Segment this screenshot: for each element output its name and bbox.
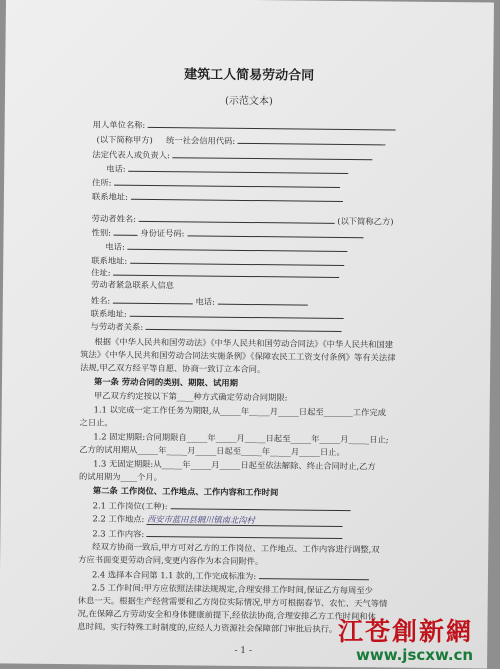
watermark-logo-text: 江苍創新網 (338, 617, 474, 646)
gender-blank (114, 227, 138, 236)
employer-contact-row (92, 190, 343, 204)
credit-code-blank (238, 135, 386, 146)
employer-unit-label: 用人单位名称: (92, 119, 146, 130)
job-post-blank (170, 500, 350, 511)
worker-phone-blank (127, 241, 347, 252)
article-2-heading: 第二条 工作岗位、工作地点、工作内容和工作时间 (92, 485, 279, 498)
em-relation-row (91, 320, 342, 334)
worker-phone-row (105, 240, 347, 254)
worker-name-label: 劳动者姓名: (91, 213, 137, 224)
credit-code-label: 统一社会信用代码: (166, 135, 236, 146)
em-name-blank (113, 295, 193, 305)
gender-label: 性别: (91, 227, 112, 238)
article-2-line-5: 方应书面变更劳动合同,变更内容作为本合同附件。 (78, 554, 264, 567)
employer-phone-blank (128, 163, 348, 174)
worker-phone-label: 电话: (105, 241, 125, 252)
employer-address-blank (114, 177, 340, 188)
em-address-blank (129, 308, 343, 319)
work-content-blank (147, 528, 343, 539)
employer-unit-blank (148, 119, 396, 131)
worker-alias: (以下简称乙方) (337, 215, 394, 227)
intro-line-1: 根据《中华人民共和国劳动法》《中华人民共和国劳动合同法》《中华人民共和国建 (94, 336, 394, 350)
legal-rep-blank (172, 149, 372, 160)
job-post-label: 2.1 工作岗位(工种): (92, 500, 168, 512)
page-number: - 1 - (234, 645, 253, 657)
article-1-line-4: 1.2 固定期限:合同期限自_____年_____月_____日起至_____年_____月_____日止; (93, 431, 389, 445)
em-name-row (91, 294, 308, 307)
completion-standard-label: 2.4 选择本合同第 1.1 款的,工作完成标准为: (91, 569, 257, 582)
work-content-label: 2.3 工作内容: (92, 528, 145, 539)
worker-address-blank (113, 267, 339, 278)
worker-address-label: 住址: (91, 267, 111, 278)
employer-contact-label: 联系地址: (91, 191, 128, 202)
em-phone-blank (218, 296, 308, 306)
worker-contact-blank (130, 255, 344, 266)
article-1-heading: 第一条 劳动合同的类别、期限、试用期 (93, 376, 238, 388)
em-relation-blank (146, 321, 342, 332)
article-1-line-7: 的试用期为____个月。 (78, 471, 163, 483)
intro-line-3: 法规,甲乙双方经平等自愿、协商一致订立本合同。 (80, 362, 266, 375)
site-watermark (338, 612, 498, 666)
em-address-label: 联系地址: (90, 308, 127, 319)
employer-phone-row (106, 163, 348, 177)
worker-gender-row (92, 226, 364, 240)
intro-line-2: 筑法》《中华人民共和国劳动合同法实施条例》《保障农民工工资支付条例》等有关法律 (80, 349, 396, 363)
article-2-line-2 (93, 513, 344, 527)
workplace-handwritten: 西安市蓝田县辋川镇南北沟村 (147, 514, 343, 527)
article-2-line-10: 息时间。实行特殊工时制度的,应经人力资源社会保障部门审批后执行。 (77, 621, 338, 634)
document-title: 建筑工人简易劳动合同 (184, 67, 315, 84)
employer-contact-blank (131, 191, 343, 202)
employer-phone-label: 电话: (106, 163, 126, 174)
legal-rep-label: 法定代表人或负责人: (92, 149, 170, 161)
worker-name-row (92, 212, 394, 226)
article-2-line-8: 休息一天。根据生产经营需要和乙方岗位实际情况,甲方可根据春节、农忙、天气等情 (77, 595, 388, 609)
completion-standard-blank (259, 570, 369, 580)
article-1-line-5: 乙方的试用期从_____年_____月_____日起至_____年_____月_____日止。 (79, 444, 345, 458)
em-phone-label: 电话: (195, 296, 215, 307)
article-2-line-7: 2.5 工作时间:甲方应依照法律法规规定,合理安排工作时间,保证乙方每周至少 (91, 582, 373, 596)
article-1-line-3: 之日止。 (79, 417, 113, 428)
id-number-blank (187, 227, 363, 238)
article-2-line-9: 况,在保障乙方劳动安全和身体健康前提下,经依法协商,合理安排乙方工作时间和休 (77, 608, 376, 622)
article-2-line-3 (92, 527, 343, 541)
legal-rep-row (92, 148, 372, 162)
article-2-line-1 (93, 499, 351, 513)
employer-alias: (以下简称甲方) (96, 134, 153, 145)
worker-contact-label: 联系地址: (91, 255, 128, 266)
workplace-label: 2.2 工作地点: (92, 513, 145, 524)
worker-name-blank (139, 213, 335, 224)
emergency-title: 劳动者紧急联系人信息 (90, 279, 175, 291)
em-relation-label: 与劳动者关系: (90, 321, 144, 332)
employer-address-row (92, 176, 340, 190)
em-name-label: 姓名: (90, 295, 111, 306)
em-address-row (91, 307, 344, 321)
employer-address-label: 住所: (92, 177, 112, 188)
article-1-line-6: 1.3 无固定期限:从_____年_____月_____日起至依法解除、终止合同时止,乙方 (93, 458, 376, 472)
article-1-line-2: 1.1 以完成一定工作任务为期限,从_____年_____月_____日起至_______工作完成 (93, 404, 387, 418)
watermark-url: www.jscxw.cn (356, 646, 474, 664)
article-2-line-6 (92, 568, 369, 582)
id-number-label: 身份证号码: (140, 227, 185, 239)
document-subtitle: (示范文本) (224, 95, 273, 108)
employer-alias-row (96, 133, 385, 147)
worker-address-row (91, 266, 339, 280)
employer-unit-row (93, 118, 396, 132)
article-1-line-1: 甲乙双方约定按以下第____种方式确定劳动合同期限: (93, 390, 288, 403)
article-2-line-4: 经双方协商一致后,甲方可对乙方的工作岗位、工作地点、工作内容进行调整,双 (92, 541, 380, 555)
